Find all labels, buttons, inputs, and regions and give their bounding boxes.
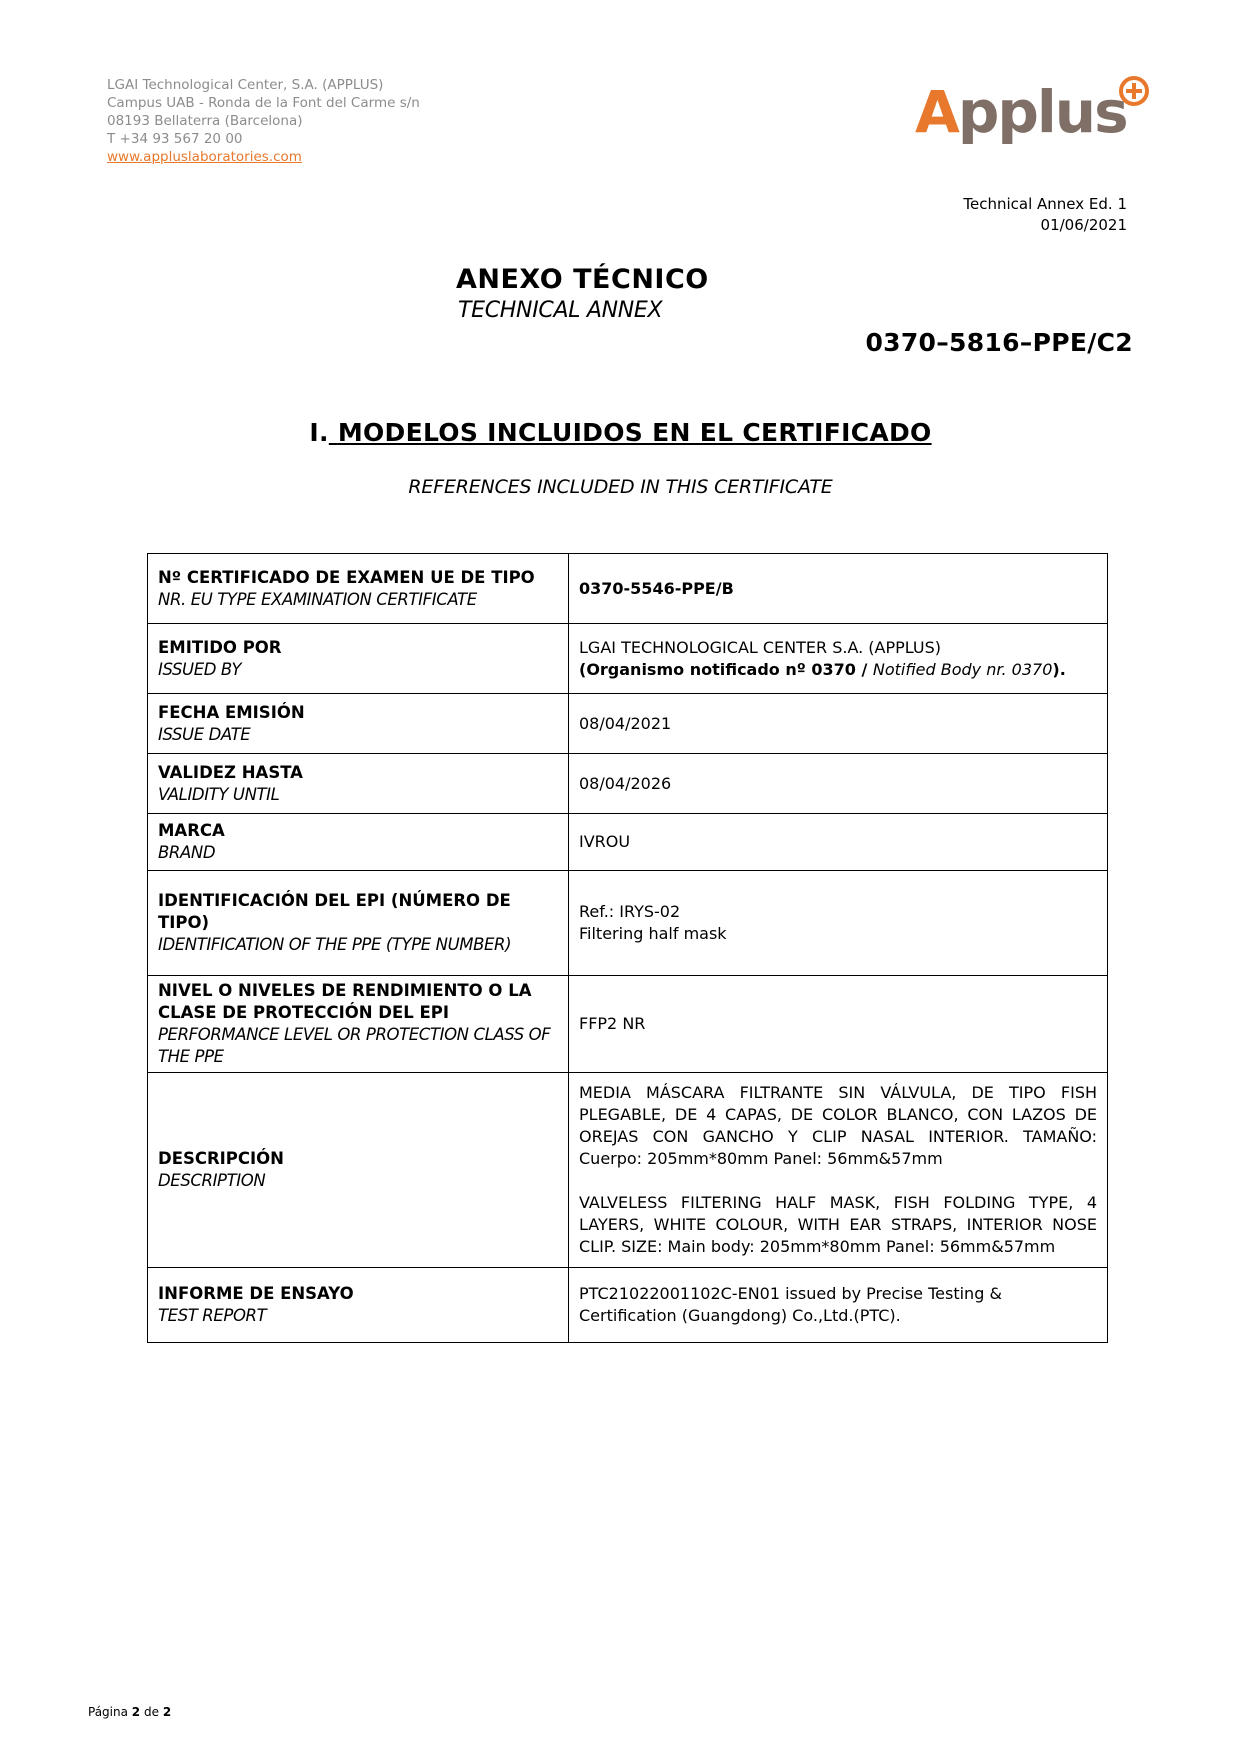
label-en: TEST REPORT (158, 1306, 267, 1325)
description-es: MEDIA MÁSCARA FILTRANTE SIN VÁLVULA, DE TIPO FISH PLEGABLE, DE 4 CAPAS, DE COLOR BLANCO, CON LAZOS DE OREJAS CON GANCHO Y CLIP NASAL INTERIOR. TAMAÑO: Cuerpo: 205mm*80mm Panel: 56mm&57mm (579, 1083, 1097, 1168)
label-es: FECHA EMISIÓN (158, 702, 305, 722)
row-label (148, 624, 569, 694)
cert-exam-value: 0370-5546-PPE/B (569, 554, 1108, 624)
table-row (148, 1268, 1108, 1343)
title-english: TECHNICAL ANNEX (458, 298, 663, 323)
label-en: DESCRIPTION (158, 1171, 266, 1190)
label-es: EMITIDO POR (158, 637, 282, 657)
label-en: NR. EU TYPE EXAMINATION CERTIFICATE (158, 589, 477, 609)
annex-table (147, 553, 1108, 1343)
row-label (148, 814, 569, 871)
notified-body: (Organismo notificado nº 0370 / Notified Body nr. 0370). (579, 659, 1066, 679)
ppe-ref: Ref.: IRYS-02 (579, 902, 681, 921)
description-en: VALVELESS FILTERING HALF MASK, FISH FOLDING TYPE, 4 LAYERS, WHITE COLOUR, WITH EAR STRAPS, INTERIOR NOSE CLIP. SIZE: Main body: 205mm*80mm Panel: 56mm&57mm (579, 1193, 1097, 1256)
performance-value: FFP2 NR (569, 976, 1108, 1073)
svg-text:Applus: Applus (915, 78, 1127, 146)
ppe-type: Filtering half mask (579, 924, 727, 943)
table-row (148, 976, 1108, 1073)
website-link[interactable]: www.appluslaboratories.com (107, 149, 302, 165)
row-label (148, 976, 569, 1073)
label-es: INFORME DE ENSAYO (158, 1284, 354, 1303)
annex-edition (963, 194, 1127, 236)
applus-logo (915, 70, 1150, 160)
section-number: I. (309, 418, 329, 447)
row-label (148, 754, 569, 814)
validity-value: 08/04/2026 (569, 754, 1108, 814)
address-line: LGAI Technological Center, S.A. (APPLUS) (107, 77, 384, 93)
address-line: 08193 Bellaterra (Barcelona) (107, 113, 303, 129)
label-en: ISSUE DATE (158, 724, 251, 744)
issuer-name: LGAI TECHNOLOGICAL CENTER S.A. (APPLUS) (579, 637, 942, 657)
description-value (569, 1073, 1108, 1268)
brand-value: IVROU (569, 814, 1108, 871)
label-es: NIVEL O NIVELES DE RENDIMIENTO O LA CLASE DE PROTECCIÓN DEL EPI (158, 981, 532, 1022)
address-line: Campus UAB - Ronda de la Font del Carme s/n (107, 95, 420, 111)
row-label (148, 694, 569, 754)
issued-by-value (569, 624, 1108, 694)
label-en: BRAND (158, 843, 216, 862)
company-address (107, 76, 420, 166)
table-row (148, 1073, 1108, 1268)
ppe-id-value (569, 871, 1108, 976)
row-label (148, 1073, 569, 1268)
table-row (148, 694, 1108, 754)
annex-edition-label: Technical Annex Ed. 1 (963, 195, 1127, 213)
row-label (148, 871, 569, 976)
row-label (148, 554, 569, 624)
label-es: MARCA (158, 821, 225, 840)
section-subheading: REFERENCES INCLUDED IN THIS CERTIFICATE (408, 476, 833, 498)
section-title: MODELOS INCLUIDOS EN EL CERTIFICADO (337, 418, 932, 447)
label-es: Nº CERTIFICADO DE EXAMEN UE DE TIPO (158, 567, 535, 587)
label-en: VALIDITY UNTIL (158, 784, 280, 804)
label-en: IDENTIFICATION OF THE PPE (TYPE NUMBER) (158, 935, 512, 954)
table-row (148, 554, 1108, 624)
label-es: IDENTIFICACIÓN DEL EPI (NÚMERO DE TIPO) (158, 891, 511, 932)
table-row (148, 624, 1108, 694)
table-row (148, 814, 1108, 871)
table-row (148, 754, 1108, 814)
label-es: VALIDEZ HASTA (158, 762, 303, 782)
annex-date: 01/06/2021 (1040, 216, 1127, 234)
page-number: Página 2 de 2 (88, 1705, 172, 1719)
section-heading (0, 418, 1241, 447)
certificate-code: 0370–5816–PPE/C2 (865, 328, 1133, 357)
address-line: T +34 93 567 20 00 (107, 131, 243, 147)
label-es: DESCRIPCIÓN (158, 1149, 284, 1168)
label-en: PERFORMANCE LEVEL OR PROTECTION CLASS OF THE PPE (158, 1025, 551, 1066)
title-spanish: ANEXO TÉCNICO (456, 264, 709, 295)
issue-date-value: 08/04/2021 (569, 694, 1108, 754)
table-row (148, 871, 1108, 976)
test-report-value: PTC21022001102C-EN01 issued by Precise Testing & Certification (Guangdong) Co.,Ltd.(PTC). (569, 1268, 1108, 1343)
label-en: ISSUED BY (158, 659, 242, 679)
row-label (148, 1268, 569, 1343)
